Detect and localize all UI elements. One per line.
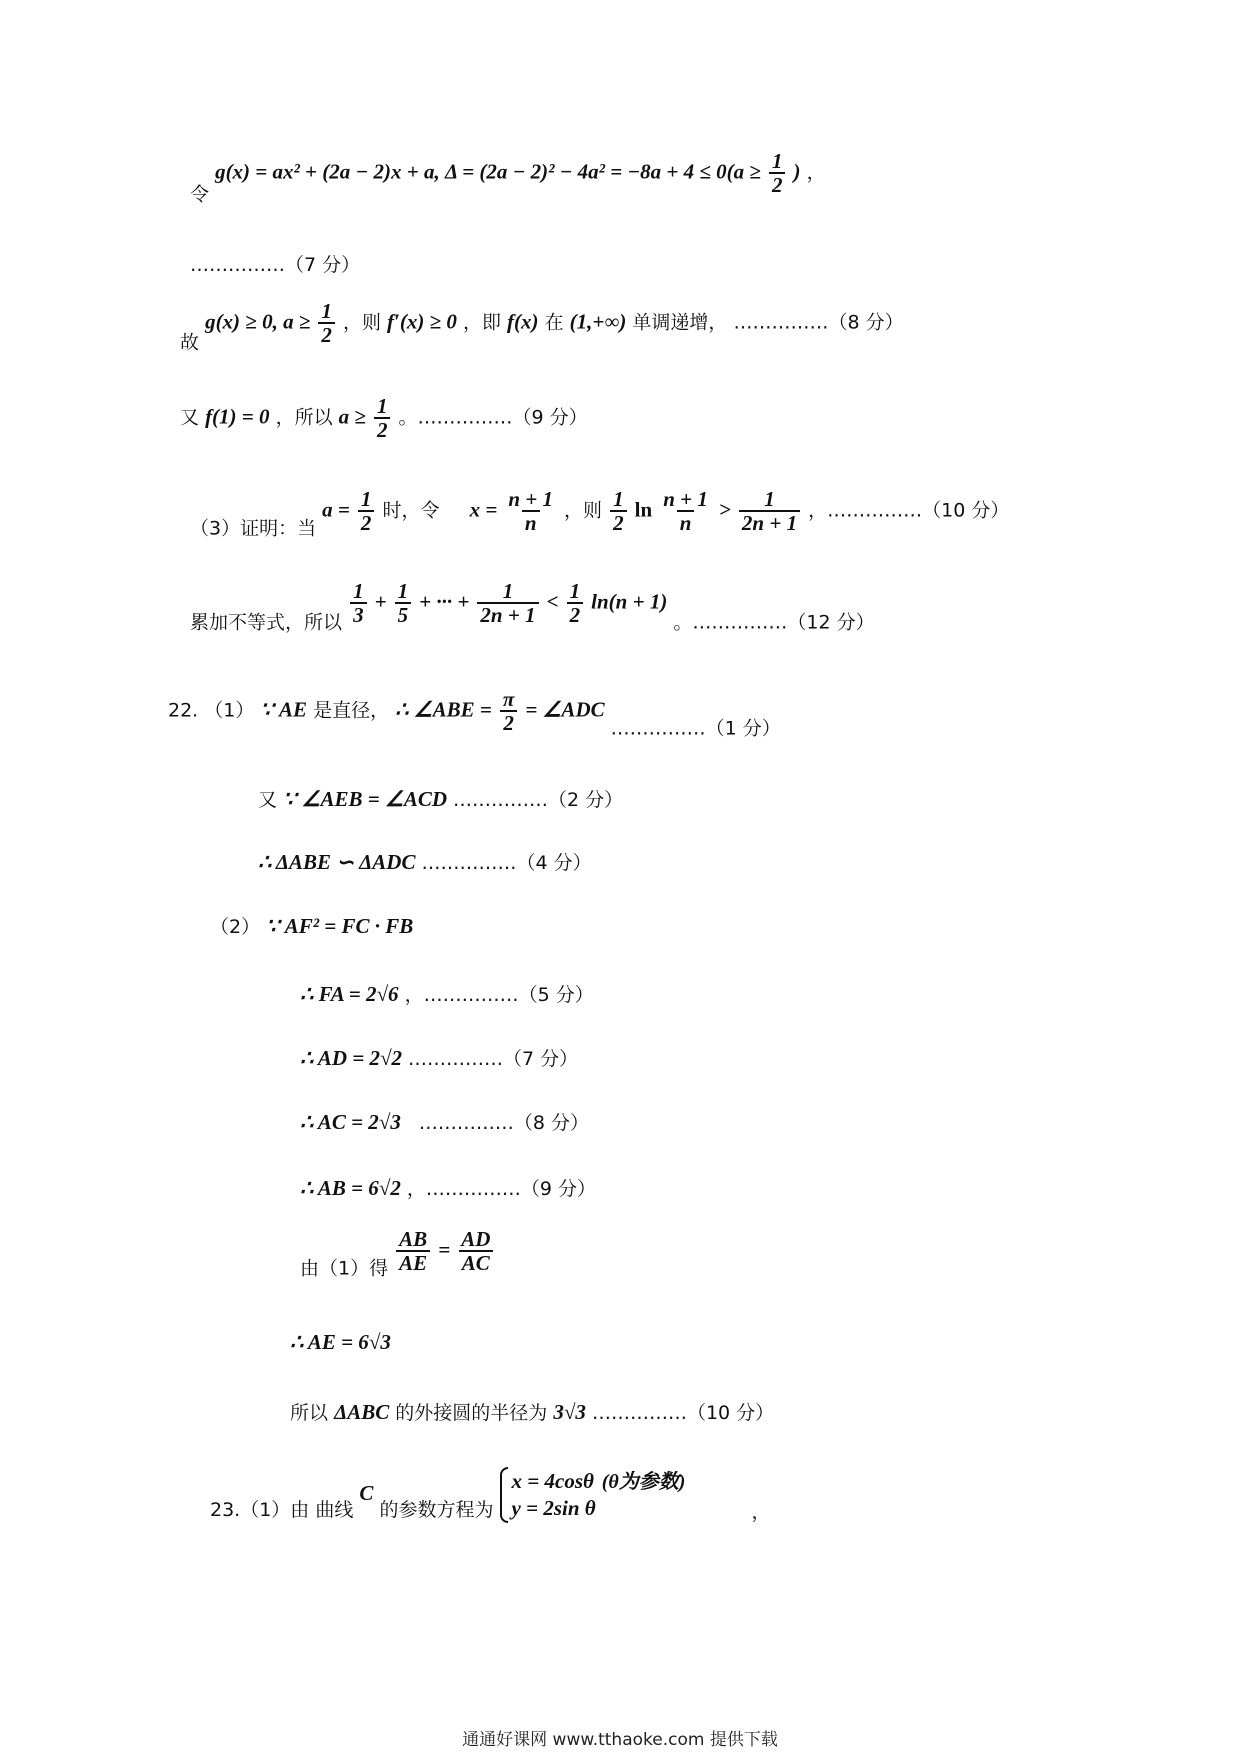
text-you: 又 (180, 406, 200, 429)
math-radius: 3√3 (553, 1400, 586, 1424)
math-x-eq: x = (469, 497, 498, 522)
eq-line-ac (300, 1108, 589, 1135)
math-lt: < (546, 589, 559, 614)
math-gt: > (718, 497, 731, 522)
eq-line-22-2 (210, 912, 413, 939)
text-zai: 在 (544, 311, 564, 334)
text-comma: ， (806, 161, 826, 184)
math-curve-c: C (359, 1481, 374, 1505)
problem-23-label: 23.（1）由 曲线 (210, 1499, 354, 1521)
math-fprime: f′(x) ≥ 0 (387, 309, 457, 334)
frac-x: $\frac{n + 1}{n}$ (508, 487, 553, 536)
frac-half: $\frac{1}{2}$ (769, 150, 786, 197)
frac-a: $\frac{1}{2}$ (358, 488, 375, 535)
math-af-squared: ∵ AF² = FC · FB (266, 914, 414, 938)
text-accumulate: 累加不等式，所以 (190, 611, 343, 634)
text-suoyi: 所以 (290, 1402, 329, 1424)
frac-half-ln: $\frac{1}{2}$ (610, 488, 627, 535)
points-2: ……………（2 分） (453, 789, 624, 811)
text-comma: ， (751, 1501, 771, 1523)
math-dots: + ··· + (419, 589, 470, 614)
frac-half-sum: $\frac{1}{2}$ (567, 580, 584, 627)
points-9b: ，……………（9 分） (406, 1178, 597, 1200)
part-2-label: （2） (210, 916, 261, 938)
frac-half: $\frac{1}{2}$ (374, 395, 391, 442)
text-proof-when: （3）证明：当 (190, 517, 317, 540)
math-similar: ∴ ΔABE ∽ ΔADC (258, 850, 416, 874)
frac-ln-arg: $\frac{n + 1}{n}$ (663, 487, 708, 536)
eq-line-similar (258, 848, 592, 875)
eq-line-angles (258, 785, 623, 812)
param-row-y: y = 2sin θ (511, 1496, 596, 1520)
frac-pi-half: $\frac{\pi}{2}$ (500, 688, 517, 735)
points-10: ，……………（10 分） (808, 499, 1010, 522)
math-angle-abe: ∴ ∠ABE = (395, 697, 492, 722)
math-ln: ln (634, 497, 653, 522)
problem-22-label: 22. （1） (168, 699, 255, 722)
text-shi-ling: 时，令 (382, 499, 440, 522)
math-ad: ∴ AD = 2√2 (300, 1046, 402, 1070)
frac-last: $\frac{1}{2n + 1}$ (477, 580, 538, 627)
math-fa: ∴ FA = 2√6 (300, 982, 399, 1006)
eq-line-monotone (180, 300, 904, 355)
text-ling: 令 (190, 183, 210, 206)
eq-line-fa (300, 980, 594, 1007)
eq-line-ab (300, 1174, 596, 1201)
math-ab: ∴ AB = 6√2 (300, 1176, 401, 1200)
points-12: 。……………（12 分） (673, 611, 875, 634)
math-f1: f(1) = 0 (205, 404, 270, 429)
math-eq: = (438, 1237, 451, 1262)
frac-fifth: $\frac{1}{5}$ (395, 580, 412, 627)
text-from-1: 由（1）得 (300, 1257, 389, 1280)
math-plus: + (374, 589, 387, 614)
math-fx: f(x) (507, 309, 539, 334)
eq-line-sum (190, 580, 875, 635)
points-7: ……………（7 分） (190, 254, 361, 276)
math-g-def: g(x) = ax² + (2a − 2)x + a, Δ = (2a − 2)² − 4a² = −8a + 4 ≤ 0(a ≥ (215, 159, 761, 184)
eq-line-ad (300, 1044, 578, 1071)
points-4: ……………（4 分） (421, 852, 592, 874)
math-because-ae: ∵ AE (260, 697, 308, 722)
frac-rhs: $\frac{1}{2n + 1}$ (739, 488, 800, 535)
text-ze: ，则 (564, 499, 603, 522)
math-angle-adc: = ∠ADC (525, 697, 605, 722)
eq-line-f1 (180, 395, 588, 442)
text-suoyi: ，所以 (275, 406, 333, 429)
eq-line-proof (190, 488, 1009, 541)
points-1: ……………（1 分） (610, 717, 781, 740)
math-interval: (1,+∞) (569, 309, 627, 334)
text-increasing: 单调递增， (632, 311, 728, 334)
eq-line-ae (290, 1330, 391, 1355)
eq-line-23-1 (210, 1465, 770, 1524)
frac-ab-ae: $\frac{AB}{AE}$ (396, 1228, 430, 1275)
param-row-x: x = 4cosθ (511, 1468, 594, 1493)
math-triangle-abc: ΔABC (334, 1400, 390, 1424)
text-param-eq: 的参数方程为 (379, 1499, 494, 1521)
points-10b: ……………（10 分） (591, 1402, 775, 1424)
math-g-nonneg: g(x) ≥ 0, a ≥ (205, 309, 311, 334)
math-angle-aeb: ∵ ∠AEB = ∠ACD (283, 787, 447, 811)
text-circumradius: 的外接圆的半径为 (395, 1402, 548, 1424)
text-gu: 故 (180, 331, 200, 354)
eq-line-g-def (190, 150, 826, 207)
points-9: 。……………（9 分） (398, 406, 588, 429)
math-a-eq: a = (322, 497, 350, 522)
math-ac: ∴ AC = 2√3 (300, 1110, 401, 1134)
math-theta-param: (θ为参数) (601, 1471, 686, 1493)
math-ae: ∴ AE = 6√3 (290, 1330, 391, 1354)
eq-line-22-1 (168, 688, 781, 741)
page-footer: 通通好课网 www.tthaoke.com 提供下载 (462, 1730, 778, 1750)
points-line-7 (190, 250, 360, 277)
math-close: ) (793, 159, 801, 184)
brace-icon (500, 1467, 508, 1523)
points-5: ，……………（5 分） (404, 984, 594, 1006)
points-8: ……………（8 分） (733, 311, 904, 334)
eq-line-ratio (300, 1228, 495, 1281)
points-8b: ……………（8 分） (418, 1112, 590, 1134)
text-diameter: 是直径， (313, 699, 390, 722)
text-ji: ，即 (462, 311, 501, 334)
text-ze: ，则 (342, 311, 381, 334)
points-7b: ……………（7 分） (408, 1048, 579, 1070)
frac-ad-ac: $\frac{AD}{AC}$ (458, 1228, 493, 1275)
eq-line-radius (290, 1398, 774, 1425)
text-you: 又 (258, 789, 278, 811)
frac-third: $\frac{1}{3}$ (350, 580, 367, 627)
math-ln-tail: ln(n + 1) (591, 589, 668, 614)
frac-half: $\frac{1}{2}$ (318, 300, 335, 347)
param-system (500, 1467, 596, 1523)
math-a-geq: a ≥ (338, 404, 366, 429)
